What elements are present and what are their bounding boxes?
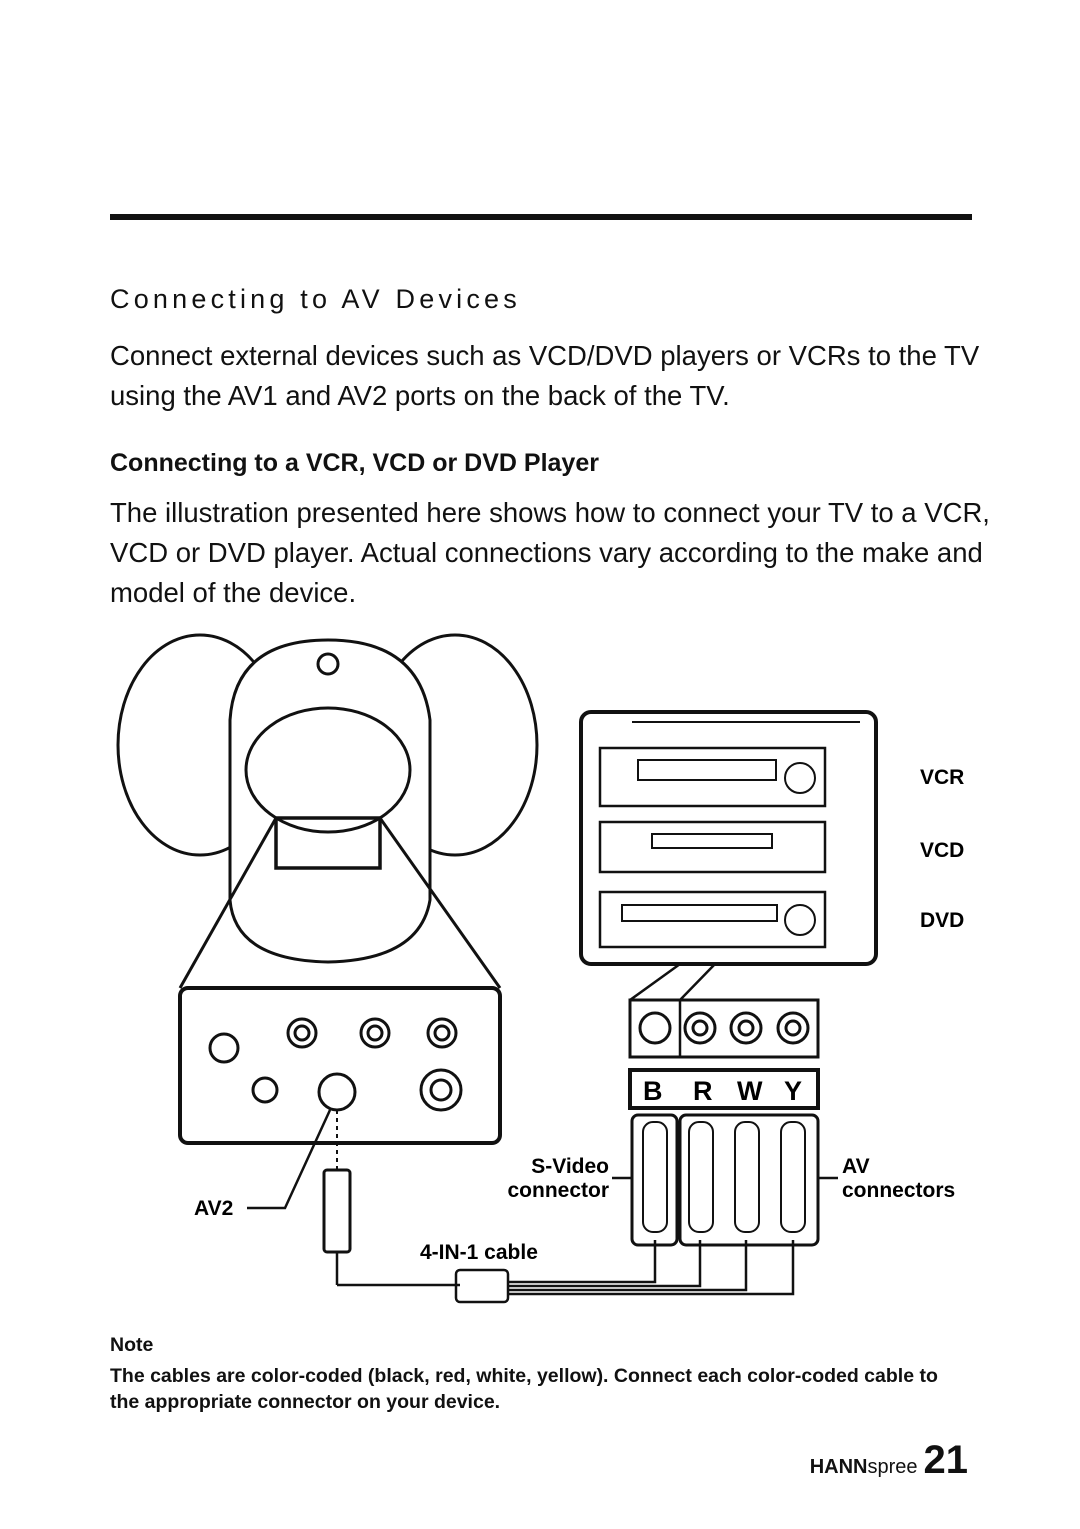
svideo-plug: [632, 1115, 677, 1245]
cable-junction: [456, 1270, 508, 1302]
svideo-label-1: S-Video: [531, 1155, 609, 1178]
subsection-paragraph: The illustration presented here shows how to connect your TV to a VCR, VCD or DVD player. Actual connections vary according to the make and model of the device.: [110, 497, 990, 608]
connection-illustration: [0, 620, 1080, 1320]
cable-label: 4-IN-1 cable: [420, 1241, 538, 1264]
av2-label: AV2: [194, 1197, 234, 1220]
device-stack-frame: [581, 712, 876, 964]
svideo-label-2: connector: [507, 1179, 609, 1202]
page-footer: [810, 1440, 968, 1480]
av2-plug: [324, 1170, 350, 1252]
letter-b: B: [643, 1076, 663, 1106]
dvd-device: [600, 892, 825, 947]
av-label-1: AV: [842, 1155, 870, 1178]
vcr-device: [600, 748, 825, 806]
connector-block: [630, 1000, 818, 1057]
page-number: 21: [923, 1438, 968, 1482]
connection-diagram: [0, 620, 1080, 1320]
av-label-2: connectors: [842, 1179, 956, 1202]
vcd-label: VCD: [920, 839, 965, 862]
dvd-label: DVD: [920, 909, 965, 932]
headphone-jack: [210, 1034, 238, 1062]
letter-y: Y: [784, 1076, 803, 1106]
letter-r: R: [693, 1076, 713, 1106]
zoomed-port-panel: [180, 988, 500, 1143]
subsection-title: Connecting to a VCR, VCD or DVD Player: [110, 449, 599, 477]
letter-w: W: [737, 1076, 763, 1106]
top-rule: [110, 214, 972, 220]
intro-paragraph: Connect external devices such as VCD/DVD players or VCRs to the TV using the AV1 and AV2 ports on the back of the TV.: [110, 340, 980, 411]
av2-svideo-port: [319, 1074, 355, 1110]
note-text: The cables are color-coded (black, red, white, yellow). Connect each color-coded cable to the appropriate connector on your device.: [110, 1365, 938, 1413]
section-title: Connecting to AV Devices: [110, 284, 521, 314]
vcr-label: VCR: [920, 766, 965, 789]
svideo-socket: [640, 1013, 670, 1043]
av-plugs: [680, 1115, 818, 1245]
brand-logo: HANNspree: [809, 1456, 918, 1478]
note-heading: Note: [110, 1334, 154, 1356]
